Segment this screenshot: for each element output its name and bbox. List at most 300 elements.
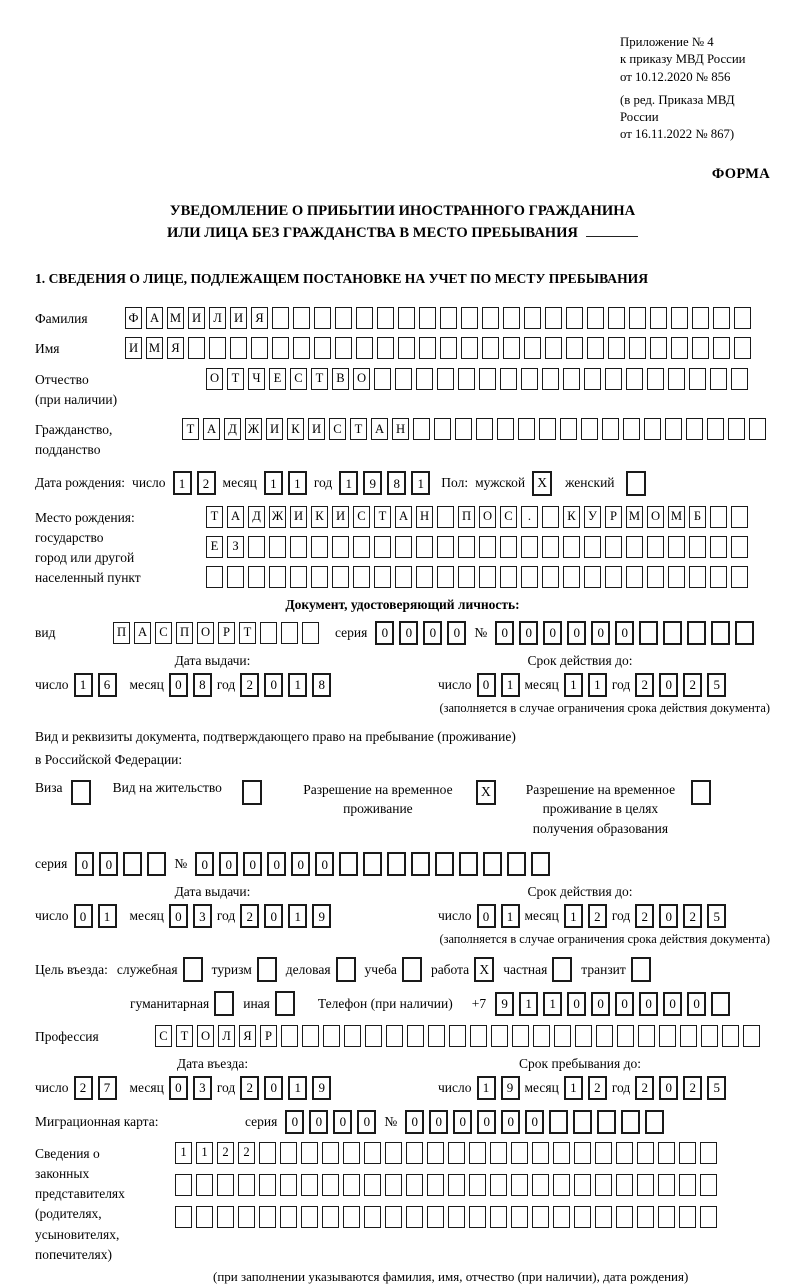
citizenship-cells — [182, 418, 766, 440]
char-cell — [374, 536, 391, 558]
char-cell — [419, 307, 436, 329]
char-cell — [668, 368, 685, 390]
char-cell: С — [500, 506, 517, 528]
char-cell — [440, 307, 457, 329]
char-cell — [743, 1025, 760, 1047]
checkbox-visa — [71, 780, 91, 805]
char-cell — [596, 1025, 613, 1047]
char-cell — [209, 337, 226, 359]
char-cell: 1 — [288, 1076, 307, 1100]
char-cell — [553, 1174, 570, 1196]
residence-valid-day-cells — [477, 904, 520, 928]
char-cell — [608, 337, 625, 359]
char-cell — [343, 1174, 360, 1196]
legal-representatives-cells-row2 — [175, 1174, 717, 1196]
char-cell — [545, 337, 562, 359]
char-cell — [521, 368, 538, 390]
char-cell — [435, 852, 454, 876]
char-cell — [617, 1025, 634, 1047]
char-cell: О — [197, 1025, 214, 1047]
char-cell: 0 — [659, 1076, 678, 1100]
char-cell — [658, 1174, 675, 1196]
char-cell — [511, 1174, 528, 1196]
char-cell: 0 — [169, 673, 188, 697]
checkbox-temporary-residence-education — [691, 780, 711, 805]
char-cell — [512, 1025, 529, 1047]
series-label: серия — [335, 624, 368, 640]
char-cell — [434, 418, 451, 440]
char-cell — [395, 536, 412, 558]
char-cell — [701, 1025, 718, 1047]
char-cell: 0 — [423, 621, 442, 645]
char-cell — [437, 566, 454, 588]
char-cell — [711, 621, 730, 645]
char-cell — [437, 536, 454, 558]
series-label: серия — [35, 856, 68, 872]
char-cell — [448, 1142, 465, 1164]
char-cell — [123, 852, 142, 876]
char-cell — [248, 536, 265, 558]
char-cell — [650, 307, 667, 329]
char-cell — [448, 1174, 465, 1196]
char-cell — [469, 1142, 486, 1164]
char-cell — [427, 1174, 444, 1196]
char-cell: О — [197, 622, 214, 644]
char-cell: 1 — [339, 471, 358, 495]
valid-until-label: Срок действия до: — [527, 652, 633, 668]
legal-representatives-cells-row3 — [175, 1206, 717, 1228]
char-cell — [647, 536, 664, 558]
char-cell — [689, 566, 706, 588]
char-cell — [413, 418, 430, 440]
char-cell — [248, 566, 265, 588]
birth-date-row — [35, 471, 770, 496]
char-cell — [301, 1206, 318, 1228]
char-cell — [437, 368, 454, 390]
char-cell: Л — [218, 1025, 235, 1047]
birth-place-cells — [206, 506, 748, 588]
char-cell — [574, 1174, 591, 1196]
title-line-2: ИЛИ ЛИЦА БЕЗ ГРАЖДАНСТВА В МЕСТО ПРЕБЫВАНИЯ — [35, 222, 770, 245]
char-cell: К — [311, 506, 328, 528]
residence-dates-head — [35, 884, 770, 900]
restriction-note: (заполняется в случае ограничения срока действия документа) — [439, 932, 770, 947]
surname-row — [35, 307, 770, 329]
char-cell — [521, 566, 538, 588]
char-cell — [707, 418, 724, 440]
char-cell — [595, 1206, 612, 1228]
char-cell: 1 — [288, 673, 307, 697]
char-cell: 0 — [659, 673, 678, 697]
char-cell: П — [113, 622, 130, 644]
char-cell — [511, 1206, 528, 1228]
char-cell: А — [371, 418, 388, 440]
char-cell — [356, 337, 373, 359]
char-cell: 0 — [567, 992, 586, 1016]
char-cell — [545, 307, 562, 329]
char-cell: М — [626, 506, 643, 528]
char-cell: О — [206, 368, 223, 390]
citizenship-label: Гражданство, подданство — [35, 422, 113, 458]
char-cell — [500, 536, 517, 558]
birth-place-cells-row1 — [206, 506, 748, 528]
char-cell: Е — [206, 536, 223, 558]
char-cell — [731, 506, 748, 528]
char-cell: 2 — [240, 1076, 259, 1100]
birth-month-cells — [264, 471, 307, 495]
form-label: ФОРМА — [711, 165, 770, 182]
char-cell — [710, 566, 727, 588]
issue-date-label: Дата выдачи: — [174, 884, 251, 900]
stay-day-cells — [477, 1076, 520, 1100]
migration-card-row — [35, 1110, 770, 1134]
char-cell — [518, 418, 535, 440]
char-cell: 2 — [588, 904, 607, 928]
char-cell: 2 — [217, 1142, 234, 1164]
char-cell: 0 — [615, 621, 634, 645]
char-cell — [587, 307, 604, 329]
char-cell: 2 — [635, 904, 654, 928]
residence-options-row — [35, 780, 770, 839]
char-cell: 2 — [683, 1076, 702, 1100]
residence-series-cells — [75, 852, 166, 876]
char-cell — [230, 337, 247, 359]
char-cell — [713, 307, 730, 329]
char-cell — [280, 1174, 297, 1196]
legal-representatives-note: (при заполнении указываются фамилия, имя, отчество (при наличии), дата рождения) — [213, 1269, 689, 1285]
char-cell: С — [353, 506, 370, 528]
char-cell — [365, 1025, 382, 1047]
char-cell — [332, 566, 349, 588]
char-cell: Я — [167, 337, 184, 359]
char-cell — [623, 418, 640, 440]
char-cell — [411, 852, 430, 876]
char-cell: 1 — [264, 471, 283, 495]
purpose-official: служебная — [117, 957, 203, 982]
char-cell — [385, 1174, 402, 1196]
char-cell: Б — [689, 506, 706, 528]
birth-place-label: Место рождения: государство город или другой населенный пункт — [35, 509, 141, 586]
birth-place-cells-row2 — [206, 536, 748, 558]
char-cell — [553, 1206, 570, 1228]
birth-day-cells — [173, 471, 216, 495]
char-cell — [196, 1206, 213, 1228]
char-cell — [626, 566, 643, 588]
phone-cells — [495, 992, 730, 1016]
given-name-label: Имя — [35, 341, 60, 357]
char-cell — [566, 337, 583, 359]
char-cell — [479, 536, 496, 558]
char-cell — [616, 1174, 633, 1196]
char-cell — [597, 1110, 616, 1134]
char-cell — [269, 566, 286, 588]
profession-row — [35, 1025, 770, 1047]
char-cell — [356, 307, 373, 329]
char-cell — [539, 418, 556, 440]
char-cell — [293, 337, 310, 359]
checkbox-temporary-residence: X — [476, 780, 496, 805]
char-cell — [731, 566, 748, 588]
char-cell — [449, 1025, 466, 1047]
char-cell: 2 — [683, 673, 702, 697]
char-cell — [575, 1025, 592, 1047]
checkbox-purpose-private — [552, 957, 572, 982]
char-cell — [458, 536, 475, 558]
char-cell: П — [176, 622, 193, 644]
char-cell: Д — [224, 418, 241, 440]
sex-male-label: мужской — [475, 475, 526, 491]
char-cell — [398, 307, 415, 329]
char-cell: К — [287, 418, 304, 440]
char-cell — [668, 536, 685, 558]
char-cell: Р — [605, 506, 622, 528]
char-cell — [679, 1142, 696, 1164]
char-cell — [734, 307, 751, 329]
checkbox-sex-female — [626, 471, 646, 496]
checkbox-purpose-official — [183, 957, 203, 982]
char-cell: 0 — [357, 1110, 376, 1134]
appendix-line: от 10.12.2020 № 856 — [620, 69, 731, 84]
char-cell — [700, 1174, 717, 1196]
char-cell: 0 — [399, 621, 418, 645]
purpose-row — [35, 957, 770, 982]
legal-representatives-cells — [175, 1142, 717, 1228]
char-cell: 8 — [387, 471, 406, 495]
char-cell: Н — [416, 506, 433, 528]
number-label: № — [174, 856, 188, 872]
char-cell: 1 — [564, 904, 583, 928]
char-cell — [616, 1142, 633, 1164]
number-label: № — [384, 1113, 398, 1129]
purpose-work: работа X — [431, 957, 494, 982]
char-cell: 1 — [288, 904, 307, 928]
char-cell: 0 — [639, 992, 658, 1016]
char-cell: 0 — [333, 1110, 352, 1134]
char-cell: Ф — [125, 307, 142, 329]
char-cell — [507, 852, 526, 876]
char-cell — [532, 1174, 549, 1196]
char-cell — [584, 536, 601, 558]
char-cell — [686, 418, 703, 440]
char-cell: 0 — [687, 992, 706, 1016]
char-cell — [364, 1174, 381, 1196]
residence-series-row — [35, 852, 770, 876]
char-cell: 1 — [74, 673, 93, 697]
char-cell — [671, 307, 688, 329]
char-cell — [663, 621, 682, 645]
char-cell: 0 — [453, 1110, 472, 1134]
char-cell — [700, 1142, 717, 1164]
char-cell — [147, 852, 166, 876]
char-cell — [314, 337, 331, 359]
patronymic-row — [35, 368, 770, 411]
char-cell — [490, 1206, 507, 1228]
char-cell: 8 — [193, 673, 212, 697]
checkbox-purpose-other — [275, 991, 295, 1016]
char-cell — [629, 307, 646, 329]
char-cell: 0 — [267, 852, 286, 876]
doc-type-cells — [113, 622, 319, 644]
char-cell — [563, 368, 580, 390]
section1-heading: 1. СВЕДЕНИЯ О ЛИЦЕ, ПОДЛЕЖАЩЕМ ПОСТАНОВКЕ НА УЧЕТ ПО МЕСТУ ПРЕБЫВАНИЯ — [35, 271, 649, 287]
restriction-note: (заполняется в случае ограничения срока действия документа) — [439, 700, 770, 715]
issue-date-label: Дата выдачи: — [174, 652, 251, 668]
char-cell — [188, 337, 205, 359]
char-cell — [637, 1142, 654, 1164]
char-cell: 0 — [195, 852, 214, 876]
char-cell: 1 — [564, 673, 583, 697]
char-cell: А — [203, 418, 220, 440]
char-cell: 9 — [312, 904, 331, 928]
char-cell: 0 — [519, 621, 538, 645]
char-cell: Т — [206, 506, 223, 528]
char-cell — [259, 1142, 276, 1164]
checkbox-sex-male: X — [532, 471, 552, 496]
stay-until-label: Срок пребывания до: — [519, 1055, 641, 1071]
entry-dates-head — [35, 1056, 770, 1072]
char-cell — [560, 418, 577, 440]
char-cell: М — [167, 307, 184, 329]
char-cell: 0 — [659, 904, 678, 928]
char-cell: Л — [209, 307, 226, 329]
char-cell — [608, 307, 625, 329]
char-cell: Ж — [269, 506, 286, 528]
char-cell — [217, 1206, 234, 1228]
stay-month-cells — [564, 1076, 607, 1100]
char-cell — [687, 621, 706, 645]
char-cell — [259, 1174, 276, 1196]
char-cell: 1 — [588, 673, 607, 697]
char-cell: 0 — [264, 1076, 283, 1100]
char-cell: 0 — [501, 1110, 520, 1134]
birth-year-cells — [339, 471, 430, 495]
char-cell: Т — [311, 368, 328, 390]
char-cell: 0 — [315, 852, 334, 876]
char-cell — [395, 368, 412, 390]
char-cell: 2 — [683, 904, 702, 928]
residence-number-cells — [195, 852, 550, 876]
char-cell — [353, 566, 370, 588]
purpose-business: деловая — [286, 957, 356, 982]
char-cell: 1 — [543, 992, 562, 1016]
char-cell — [377, 337, 394, 359]
char-cell: 0 — [291, 852, 310, 876]
char-cell — [595, 1142, 612, 1164]
char-cell — [259, 1206, 276, 1228]
entry-month-cells — [169, 1076, 212, 1100]
char-cell: 8 — [312, 673, 331, 697]
char-cell — [574, 1142, 591, 1164]
char-cell: 2 — [74, 1076, 93, 1100]
char-cell — [301, 1174, 318, 1196]
char-cell — [217, 1174, 234, 1196]
doc-issue-date: число 1 6 месяц 0 8 год 2 0 1 8 — [35, 673, 390, 697]
char-cell — [419, 337, 436, 359]
doc-valid-until: число 0 1 месяц 1 1 год 2 0 2 5 — [438, 673, 726, 697]
char-cell: 2 — [240, 673, 259, 697]
patronymic-label: Отчество (при наличии) — [35, 371, 118, 407]
month-label: месяц — [222, 475, 257, 491]
char-cell: В — [332, 368, 349, 390]
char-cell — [459, 852, 478, 876]
char-cell: 0 — [525, 1110, 544, 1134]
char-cell: 1 — [519, 992, 538, 1016]
char-cell — [503, 307, 520, 329]
char-cell: А — [134, 622, 151, 644]
char-cell: 1 — [501, 904, 520, 928]
char-cell — [605, 368, 622, 390]
char-cell: 0 — [477, 1110, 496, 1134]
char-cell — [605, 536, 622, 558]
char-cell — [749, 418, 766, 440]
char-cell — [395, 566, 412, 588]
char-cell: А — [146, 307, 163, 329]
char-cell: Т — [239, 622, 256, 644]
char-cell — [581, 418, 598, 440]
char-cell: 0 — [264, 673, 283, 697]
char-cell: 0 — [243, 852, 262, 876]
edition-line: от 16.11.2022 № 867) — [620, 127, 735, 142]
char-cell — [458, 566, 475, 588]
char-cell — [227, 566, 244, 588]
char-cell — [542, 368, 559, 390]
char-cell — [647, 566, 664, 588]
char-cell — [251, 337, 268, 359]
char-cell — [461, 307, 478, 329]
char-cell — [280, 1142, 297, 1164]
char-cell — [532, 1206, 549, 1228]
char-cell — [206, 566, 223, 588]
surname-cells — [125, 307, 751, 329]
char-cell: 5 — [707, 1076, 726, 1100]
char-cell — [566, 307, 583, 329]
purpose-private: частная — [503, 957, 572, 982]
checkbox-purpose-tourism — [257, 957, 277, 982]
entry-date-label: Дата въезда: — [176, 1055, 249, 1071]
purpose-tourism: туризм — [212, 957, 277, 982]
char-cell — [302, 622, 319, 644]
char-cell: 9 — [363, 471, 382, 495]
checkbox-purpose-study — [402, 957, 422, 982]
char-cell — [711, 992, 730, 1016]
series-label: серия — [245, 1113, 278, 1129]
char-cell — [722, 1025, 739, 1047]
char-cell — [374, 368, 391, 390]
char-cell — [322, 1206, 339, 1228]
char-cell — [524, 337, 541, 359]
char-cell — [659, 1025, 676, 1047]
char-cell — [531, 852, 550, 876]
char-cell — [731, 368, 748, 390]
char-cell — [322, 1142, 339, 1164]
migration-series-cells — [285, 1110, 376, 1134]
char-cell — [734, 337, 751, 359]
char-cell — [710, 506, 727, 528]
checkbox-purpose-transit — [631, 957, 651, 982]
char-cell: И — [290, 506, 307, 528]
citizenship-row — [35, 418, 770, 461]
patronymic-cells — [206, 368, 748, 390]
char-cell — [497, 418, 514, 440]
sex-label: Пол: — [441, 475, 469, 491]
char-cell: М — [668, 506, 685, 528]
char-cell: 5 — [707, 673, 726, 697]
profession-cells — [155, 1025, 760, 1047]
char-cell — [491, 1025, 508, 1047]
phone-prefix: +7 — [471, 995, 487, 1011]
char-cell — [416, 566, 433, 588]
char-cell — [728, 418, 745, 440]
